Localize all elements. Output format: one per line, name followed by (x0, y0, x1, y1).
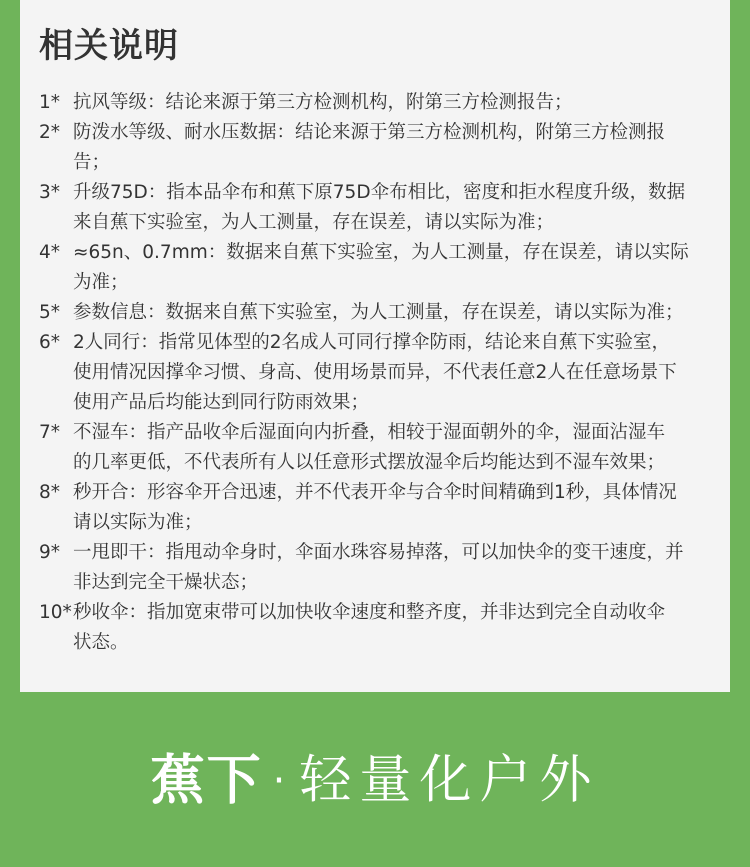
note-item (39, 118, 715, 178)
note-number: 10* (39, 602, 72, 623)
note-text: 升级75D：指本品伞布和蕉下原75D伞布相比，密度和拒水程度升级，数据 来自蕉下实验室，为人工测量，存在误差，请以实际为准； (73, 182, 686, 233)
note-number: 3* (39, 182, 61, 203)
note-text: 参数信息：数据来自蕉下实验室，为人工测量，存在误差，请以实际为准； (73, 302, 684, 323)
note-number: 2* (39, 122, 61, 143)
note-number: 9* (39, 542, 61, 563)
note-text: 不湿车：指产品收伞后湿面向内折叠，相较于湿面朝外的伞，湿面沾湿车 的几率更低，不代表所有人以任意形式摆放湿伞后均能达到不湿车效果； (73, 422, 666, 473)
note-item (39, 328, 715, 418)
note-number: 8* (39, 482, 61, 503)
note-number: 5* (39, 302, 61, 323)
note-text: 一甩即干：指甩动伞身时，伞面水珠容易掉落，可以加快伞的变干速度，并 非达到完全干燥状态； (73, 542, 684, 593)
note-text: 秒收伞：指加宽束带可以加快收伞速度和整齐度，并非达到完全自动收伞 状态。 (73, 602, 666, 653)
note-item (39, 298, 715, 328)
brand-separator: · (272, 757, 286, 804)
note-number: 4* (39, 242, 61, 263)
section-title: 相关说明 (39, 26, 179, 66)
note-item (39, 418, 715, 478)
brand-slogan: 轻量化户外 (299, 750, 600, 811)
note-number: 1* (39, 92, 61, 113)
brand-name: 蕉下 (150, 748, 263, 812)
note-text: ≈65n、0.7mm：数据来自蕉下实验室，为人工测量，存在误差，请以实际 为准； (73, 242, 689, 293)
note-number: 6* (39, 332, 61, 353)
note-item (39, 238, 715, 298)
note-item (39, 598, 715, 658)
note-item (39, 538, 715, 598)
note-text: 防泼水等级、耐水压数据：结论来源于第三方检测机构，附第三方检测报 告； (73, 122, 666, 173)
notes-list (39, 88, 715, 658)
note-text: 2人同行：指常见体型的2名成人可同行撑伞防雨，结论来自蕉下实验室， 使用情况因撑伞习惯、身高、使用场景而异，不代表任意2人在任意场景下 使用产品后均能达到同行防雨效果； (73, 332, 677, 413)
note-item (39, 88, 715, 118)
brand-footer (0, 740, 750, 820)
note-text: 秒开合：形容伞开合迅速，并不代表开伞与合伞时间精确到1秒，具体情况 请以实际为准； (73, 482, 677, 533)
notes-card (20, 0, 730, 692)
note-number: 7* (39, 422, 61, 443)
note-item (39, 478, 715, 538)
note-text: 抗风等级：结论来源于第三方检测机构，附第三方检测报告； (73, 92, 573, 113)
note-item (39, 178, 715, 238)
